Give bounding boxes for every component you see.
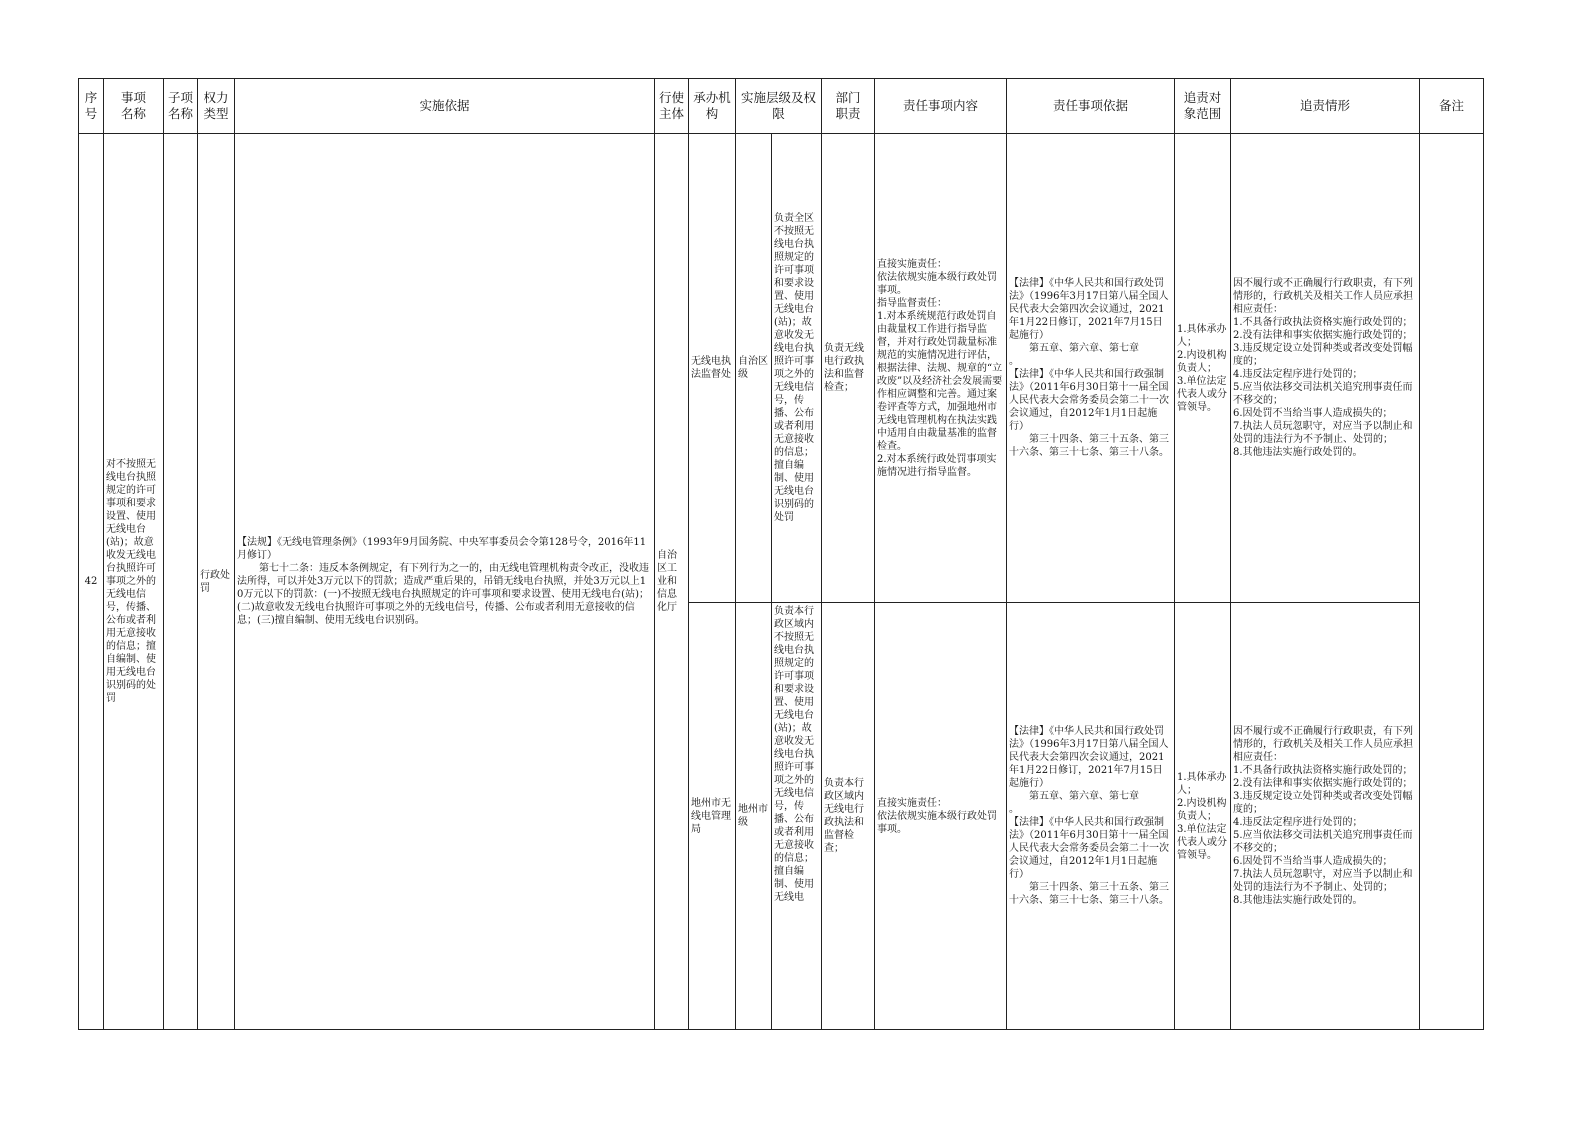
- row2-situations: 因不履行或不正确履行行政职责，有下列情形的，行政机关及相关工作人员应承担相应责任： 1.不具备行政执法资格实施行政处罚的； 2.没有法律和事实依据实施行政处罚的； 3.违反规定设立处罚种类或者改变处罚幅度的； 4.违反法定程序进行处罚的； 5.应当依法移交司法机关追究刑事责任而不移交的； 6.因处罚不当给当事人造成损失的； 7.执法人员玩忽职守，对应当予以制止和处罚的违法行为不予制止、处罚的； 8.其他违法实施行政处罚的。: [1231, 603, 1420, 1030]
- header-item-name: 事项 名称: [104, 79, 164, 134]
- row1-level: 自治区级: [736, 134, 772, 603]
- item-name: 对不按照无线电台执照规定的许可事项和要求设置、使用无线电台(站)；故意收发无线电台执照许可事项之外的无线电信号，传播、公布或者利用无意接收的信息；擅自编制、使用无线电台识别码的处罚: [104, 134, 164, 1030]
- basis-line-2: 第七十二条：违反本条例规定，有下列行为之一的，由无线电管理机构责令改正，没收违法所得，可以并处3万元以下的罚款；造成严重后果的，吊销无线电台执照，并处3万元以上10万元以下的罚款：(一)不按照无线电台执照规定的许可事项和要求设置、使用无线电台(站)；(二)故意收发无线电台执照许可事项之外的无线电信号，传播、公布或者利用无意接收的信息；(三)擅自编制、使用无线电台识别码。: [237, 563, 649, 626]
- row1-agency: 无线电执法监督处: [689, 134, 736, 603]
- header-responsibility-basis: 责任事项依据: [1007, 79, 1175, 134]
- row2-agency: 地州市无线电管理局: [689, 603, 736, 1030]
- row2-content: 直接实施责任： 依法依规实施本级行政处罚事项。: [875, 603, 1007, 1030]
- item-sub-name: [164, 134, 198, 1030]
- item-power-type: 行政处罚: [198, 134, 235, 1030]
- row1-accountable: 1.具体承办人； 2.内设机构负责人； 3.单位法定代表人或分管领导。: [1175, 134, 1231, 603]
- item-seq: 42: [79, 134, 104, 1030]
- responsibility-table: [78, 78, 1484, 1030]
- header-situations: 追责情形: [1231, 79, 1420, 134]
- row2-responsibility-basis: 【法律】《中华人民共和国行政处罚法》（1996年3月17日第八届全国人民代表大会第四次会议通过，2021年1月22日修订，2021年7月15日起施行） 第五章、第六章、第七章 。 【法律】《中华人民共和国行政强制法》（2011年6月30日第十一届全国人民代表大会常务委员会第二十一次会议通过，自2012年1月1日起施行） 第三十四条、第三十五条、第三十六条、第三十七条、第三十八条。: [1007, 603, 1175, 1030]
- header-duty: 部门 职责: [822, 79, 875, 134]
- row1-duty: 负责无线电行政执法和监督检查；: [822, 134, 875, 603]
- row2-accountable: 1.具体承办人； 2.内设机构负责人； 3.单位法定代表人或分管领导。: [1175, 603, 1231, 1030]
- item-remark: [1420, 134, 1484, 1030]
- row2-duty: 负责本行政区域内无线电行政执法和监督检查；: [822, 603, 875, 1030]
- header-executor: 行使 主体: [655, 79, 689, 134]
- header-agency: 承办机 构: [689, 79, 736, 134]
- header-row: [79, 79, 1484, 134]
- table-row: [79, 134, 1484, 603]
- item-executor: 自治区工业和信息化厅: [655, 134, 689, 1030]
- row1-responsibility-basis: 【法律】《中华人民共和国行政处罚法》（1996年3月17日第八届全国人民代表大会第四次会议通过，2021年1月22日修订，2021年7月15日起施行） 第五章、第六章、第七章 。 【法律】《中华人民共和国行政强制法》（2011年6月30日第十一届全国人民代表大会常务委员会第二十一次会议通过，自2012年1月1日起施行） 第三十四条、第三十五条、第三十六条、第三十七条、第三十八条。: [1007, 134, 1175, 603]
- row2-level: 地州市级: [736, 603, 772, 1030]
- header-basis: 实施依据: [235, 79, 655, 134]
- row1-authority: 负责全区不按照无线电台执照规定的许可事项和要求设置、使用无线电台(站)；故意收发无线电台执照许可事项之外的无线电信号，传播、公布或者利用无意接收的信息；擅自编制、使用无线电台识别码的处罚: [772, 134, 822, 603]
- header-level-authority: 实施层级及权 限: [736, 79, 822, 134]
- header-accountable: 追责对 象范围: [1175, 79, 1231, 134]
- header-power-type: 权力 类型: [198, 79, 235, 134]
- row1-situations: 因不履行或不正确履行行政职责，有下列情形的，行政机关及相关工作人员应承担相应责任： 1.不具备行政执法资格实施行政处罚的； 2.没有法律和事实依据实施行政处罚的； 3.违反规定设立处罚种类或者改变处罚幅度的； 4.违反法定程序进行处罚的； 5.应当依法移交司法机关追究刑事责任而不移交的； 6.因处罚不当给当事人造成损失的； 7.执法人员玩忽职守，对应当予以制止和处罚的违法行为不予制止、处罚的； 8.其他违法实施行政处罚的。: [1231, 134, 1420, 603]
- header-sub-name: 子项 名称: [164, 79, 198, 134]
- row1-content: 直接实施责任： 依法依规实施本级行政处罚事项。 指导监督责任： 1.对本系统规范行政处罚自由裁量权工作进行指导监督，并对行政处罚裁量标准规范的实施情况进行评估，根据法律、法规、规章的“立改废”以及经济社会发展需要作相应调整和完善。通过案卷评查等方式，加强地州市无线电管理机构在执法实践中适用自由裁量基准的监督检查。 2.对本系统行政处罚事项实施情况进行指导监督。: [875, 134, 1007, 603]
- basis-line-1: 【法规】《无线电管理条例》（1993年9月国务院、中央军事委员会令第128号令，2016年11月修订）: [237, 537, 647, 561]
- header-content: 责任事项内容: [875, 79, 1007, 134]
- header-remark: 备注: [1420, 79, 1484, 134]
- row2-authority: 负责本行政区域内不按照无线电台执照规定的许可事项和要求设置、使用无线电台(站)；故意收发无线电台执照许可事项之外的无线电信号，传播、公布或者利用无意接收的信息；擅自编制、使用无线电: [772, 603, 822, 1030]
- item-basis: [235, 134, 655, 1030]
- header-seq: 序 号: [79, 79, 104, 134]
